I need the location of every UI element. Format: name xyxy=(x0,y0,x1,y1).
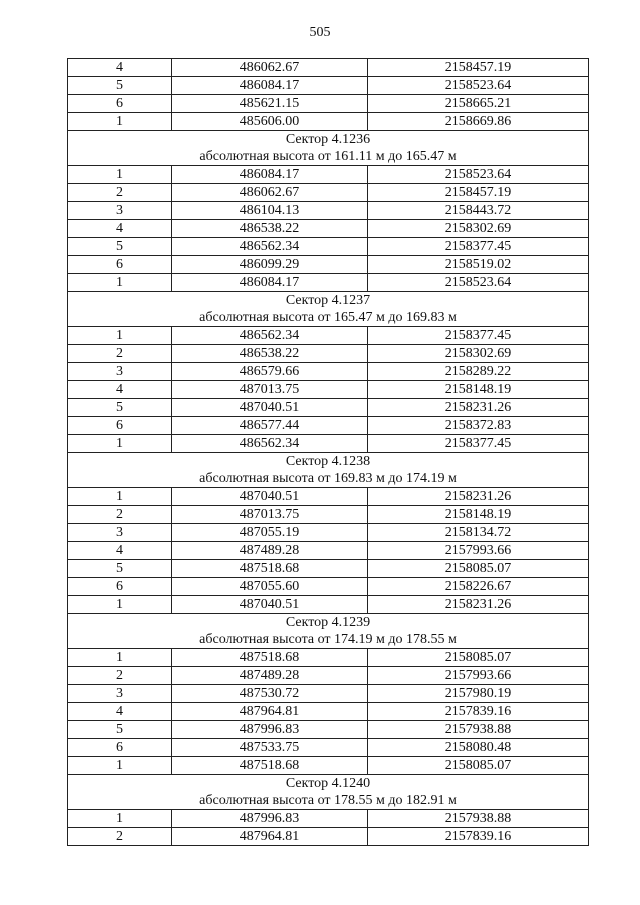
x-coordinate-cell: 486084.17 xyxy=(172,274,368,292)
point-number-cell: 4 xyxy=(68,542,172,560)
x-coordinate-cell: 487013.75 xyxy=(172,506,368,524)
x-coordinate-cell: 486062.67 xyxy=(172,184,368,202)
table-row xyxy=(68,739,589,757)
table-row xyxy=(68,542,589,560)
point-number-cell: 1 xyxy=(68,810,172,828)
point-number-cell: 3 xyxy=(68,363,172,381)
point-number-cell: 5 xyxy=(68,721,172,739)
y-coordinate-cell: 2158289.22 xyxy=(368,363,589,381)
table-row xyxy=(68,381,589,399)
y-coordinate-cell: 2158377.45 xyxy=(368,238,589,256)
table-row xyxy=(68,506,589,524)
x-coordinate-cell: 487040.51 xyxy=(172,596,368,614)
table-row xyxy=(68,59,589,77)
sector-header-row xyxy=(68,131,589,149)
table-row xyxy=(68,363,589,381)
table-row xyxy=(68,757,589,775)
y-coordinate-cell: 2157993.66 xyxy=(368,667,589,685)
y-coordinate-cell: 2158665.21 xyxy=(368,95,589,113)
table-row xyxy=(68,166,589,184)
table-row xyxy=(68,220,589,238)
x-coordinate-cell: 487489.28 xyxy=(172,667,368,685)
table-row xyxy=(68,596,589,614)
page-number: 505 xyxy=(309,25,331,40)
table-row xyxy=(68,238,589,256)
table-row xyxy=(68,524,589,542)
x-coordinate-cell: 487518.68 xyxy=(172,757,368,775)
x-coordinate-cell: 487964.81 xyxy=(172,703,368,721)
sector-header-row xyxy=(68,292,589,310)
point-number-cell: 1 xyxy=(68,274,172,292)
point-number-cell: 3 xyxy=(68,202,172,220)
sector-header-row xyxy=(68,614,589,632)
table-row xyxy=(68,649,589,667)
table-row xyxy=(68,560,589,578)
point-number-cell: 1 xyxy=(68,596,172,614)
y-coordinate-cell: 2157938.88 xyxy=(368,810,589,828)
x-coordinate-cell: 487013.75 xyxy=(172,381,368,399)
table-row xyxy=(68,828,589,846)
point-number-cell: 5 xyxy=(68,399,172,417)
y-coordinate-cell: 2158523.64 xyxy=(368,274,589,292)
altitude-row xyxy=(68,792,589,810)
point-number-cell: 6 xyxy=(68,417,172,435)
y-coordinate-cell: 2158085.07 xyxy=(368,757,589,775)
y-coordinate-cell: 2157938.88 xyxy=(368,721,589,739)
y-coordinate-cell: 2158302.69 xyxy=(368,345,589,363)
altitude-range: абсолютная высота от 169.83 м до 174.19 м xyxy=(68,470,589,488)
x-coordinate-cell: 487040.51 xyxy=(172,399,368,417)
y-coordinate-cell: 2157993.66 xyxy=(368,542,589,560)
altitude-row xyxy=(68,631,589,649)
point-number-cell: 6 xyxy=(68,95,172,113)
y-coordinate-cell: 2158519.02 xyxy=(368,256,589,274)
coordinates-table xyxy=(67,58,589,846)
x-coordinate-cell: 487518.68 xyxy=(172,560,368,578)
point-number-cell: 2 xyxy=(68,506,172,524)
point-number-cell: 2 xyxy=(68,345,172,363)
table-row xyxy=(68,703,589,721)
table-row xyxy=(68,721,589,739)
altitude-range: абсолютная высота от 161.11 м до 165.47 м xyxy=(68,148,589,166)
sector-title: Сектор 4.1239 xyxy=(68,614,589,632)
y-coordinate-cell: 2158231.26 xyxy=(368,488,589,506)
y-coordinate-cell: 2158377.45 xyxy=(368,327,589,345)
point-number-cell: 5 xyxy=(68,238,172,256)
x-coordinate-cell: 487533.75 xyxy=(172,739,368,757)
point-number-cell: 3 xyxy=(68,524,172,542)
point-number-cell: 6 xyxy=(68,256,172,274)
coordinates-table-body xyxy=(68,59,589,846)
point-number-cell: 6 xyxy=(68,739,172,757)
sector-title: Сектор 4.1240 xyxy=(68,775,589,793)
table-row xyxy=(68,113,589,131)
point-number-cell: 5 xyxy=(68,77,172,95)
table-row xyxy=(68,345,589,363)
table-row xyxy=(68,95,589,113)
x-coordinate-cell: 487964.81 xyxy=(172,828,368,846)
point-number-cell: 5 xyxy=(68,560,172,578)
point-number-cell: 2 xyxy=(68,667,172,685)
point-number-cell: 1 xyxy=(68,327,172,345)
point-number-cell: 4 xyxy=(68,381,172,399)
x-coordinate-cell: 487055.19 xyxy=(172,524,368,542)
table-row xyxy=(68,667,589,685)
y-coordinate-cell: 2158302.69 xyxy=(368,220,589,238)
altitude-range: абсолютная высота от 174.19 м до 178.55 м xyxy=(68,631,589,649)
y-coordinate-cell: 2157980.19 xyxy=(368,685,589,703)
x-coordinate-cell: 487040.51 xyxy=(172,488,368,506)
point-number-cell: 3 xyxy=(68,685,172,703)
y-coordinate-cell: 2158523.64 xyxy=(368,77,589,95)
point-number-cell: 6 xyxy=(68,578,172,596)
y-coordinate-cell: 2158085.07 xyxy=(368,560,589,578)
x-coordinate-cell: 487996.83 xyxy=(172,810,368,828)
x-coordinate-cell: 486062.67 xyxy=(172,59,368,77)
x-coordinate-cell: 485621.15 xyxy=(172,95,368,113)
x-coordinate-cell: 487055.60 xyxy=(172,578,368,596)
y-coordinate-cell: 2158134.72 xyxy=(368,524,589,542)
point-number-cell: 1 xyxy=(68,488,172,506)
y-coordinate-cell: 2158231.26 xyxy=(368,399,589,417)
x-coordinate-cell: 487489.28 xyxy=(172,542,368,560)
x-coordinate-cell: 486084.17 xyxy=(172,77,368,95)
point-number-cell: 4 xyxy=(68,703,172,721)
y-coordinate-cell: 2157839.16 xyxy=(368,828,589,846)
x-coordinate-cell: 486099.29 xyxy=(172,256,368,274)
y-coordinate-cell: 2158457.19 xyxy=(368,59,589,77)
altitude-range: абсолютная высота от 178.55 м до 182.91 м xyxy=(68,792,589,810)
x-coordinate-cell: 487996.83 xyxy=(172,721,368,739)
y-coordinate-cell: 2158148.19 xyxy=(368,381,589,399)
y-coordinate-cell: 2158085.07 xyxy=(368,649,589,667)
sector-header-row xyxy=(68,453,589,471)
altitude-row xyxy=(68,148,589,166)
table-row xyxy=(68,184,589,202)
y-coordinate-cell: 2158226.67 xyxy=(368,578,589,596)
point-number-cell: 1 xyxy=(68,757,172,775)
y-coordinate-cell: 2158523.64 xyxy=(368,166,589,184)
y-coordinate-cell: 2157839.16 xyxy=(368,703,589,721)
table-row xyxy=(68,488,589,506)
table-row xyxy=(68,77,589,95)
y-coordinate-cell: 2158372.83 xyxy=(368,417,589,435)
x-coordinate-cell: 485606.00 xyxy=(172,113,368,131)
x-coordinate-cell: 487530.72 xyxy=(172,685,368,703)
point-number-cell: 1 xyxy=(68,113,172,131)
x-coordinate-cell: 486562.34 xyxy=(172,238,368,256)
sector-title: Сектор 4.1237 xyxy=(68,292,589,310)
point-number-cell: 4 xyxy=(68,220,172,238)
sector-header-row xyxy=(68,775,589,793)
point-number-cell: 1 xyxy=(68,435,172,453)
x-coordinate-cell: 486104.13 xyxy=(172,202,368,220)
table-row xyxy=(68,202,589,220)
x-coordinate-cell: 486538.22 xyxy=(172,220,368,238)
altitude-row xyxy=(68,309,589,327)
table-row xyxy=(68,256,589,274)
x-coordinate-cell: 486562.34 xyxy=(172,327,368,345)
sector-title: Сектор 4.1236 xyxy=(68,131,589,149)
altitude-row xyxy=(68,470,589,488)
y-coordinate-cell: 2158669.86 xyxy=(368,113,589,131)
table-row xyxy=(68,274,589,292)
x-coordinate-cell: 487518.68 xyxy=(172,649,368,667)
y-coordinate-cell: 2158443.72 xyxy=(368,202,589,220)
table-row xyxy=(68,417,589,435)
table-row xyxy=(68,685,589,703)
table-row xyxy=(68,327,589,345)
point-number-cell: 1 xyxy=(68,166,172,184)
table-row xyxy=(68,399,589,417)
altitude-range: абсолютная высота от 165.47 м до 169.83 м xyxy=(68,309,589,327)
x-coordinate-cell: 486562.34 xyxy=(172,435,368,453)
point-number-cell: 4 xyxy=(68,59,172,77)
y-coordinate-cell: 2158148.19 xyxy=(368,506,589,524)
y-coordinate-cell: 2158377.45 xyxy=(368,435,589,453)
table-row xyxy=(68,578,589,596)
point-number-cell: 1 xyxy=(68,649,172,667)
point-number-cell: 2 xyxy=(68,184,172,202)
table-row xyxy=(68,435,589,453)
x-coordinate-cell: 486579.66 xyxy=(172,363,368,381)
y-coordinate-cell: 2158457.19 xyxy=(368,184,589,202)
x-coordinate-cell: 486084.17 xyxy=(172,166,368,184)
table-row xyxy=(68,810,589,828)
y-coordinate-cell: 2158231.26 xyxy=(368,596,589,614)
sector-title: Сектор 4.1238 xyxy=(68,453,589,471)
x-coordinate-cell: 486577.44 xyxy=(172,417,368,435)
x-coordinate-cell: 486538.22 xyxy=(172,345,368,363)
point-number-cell: 2 xyxy=(68,828,172,846)
y-coordinate-cell: 2158080.48 xyxy=(368,739,589,757)
